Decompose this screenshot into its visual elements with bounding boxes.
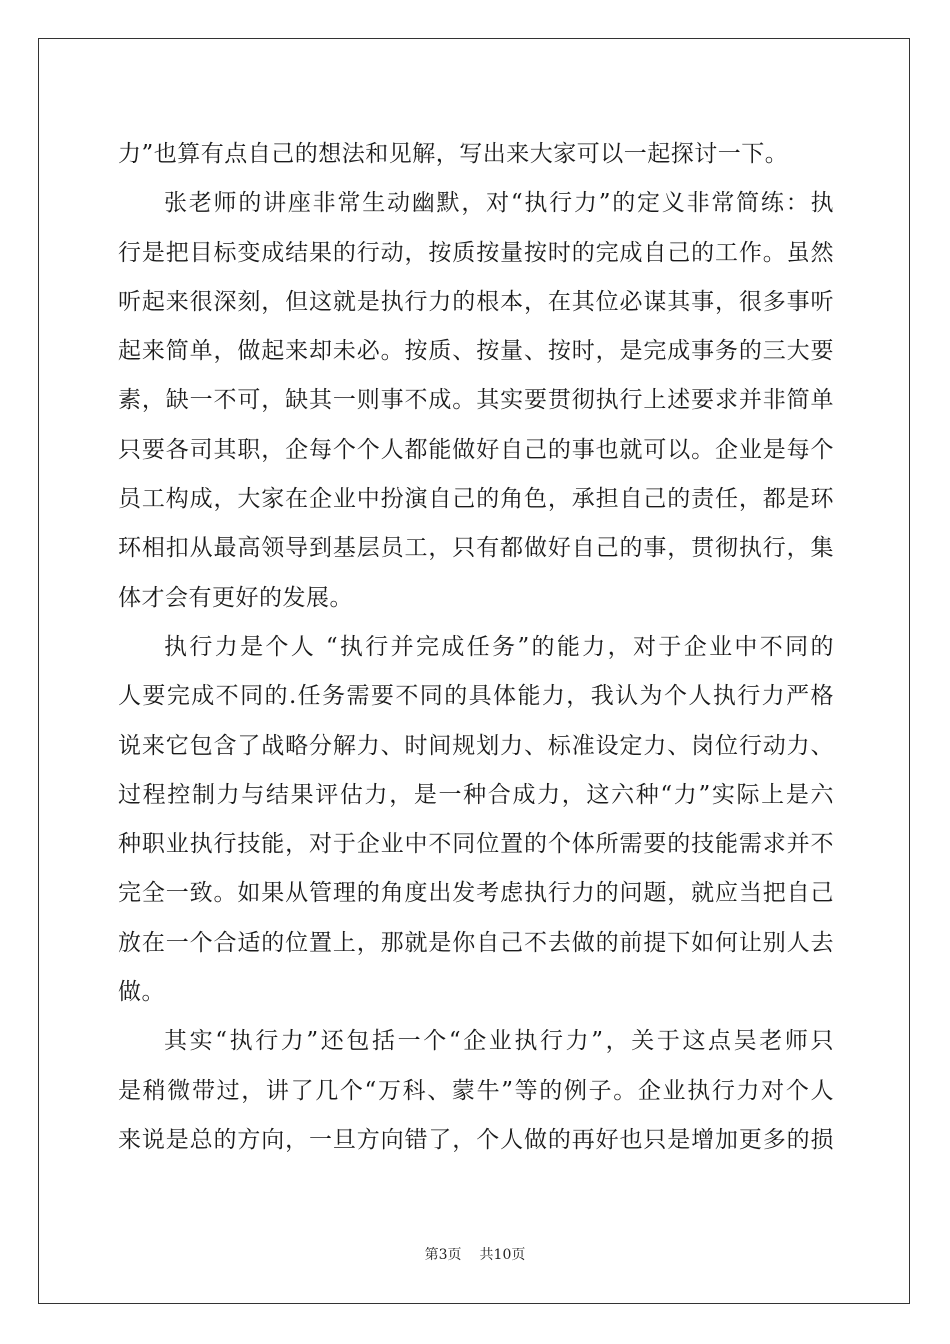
page-footer	[0, 1244, 950, 1264]
page-number: 第3页	[424, 1247, 462, 1263]
paragraph-4-line-2: 是稍微带过，讲了几个“万科、蒙牛”等的例子。企业执行力对个人	[118, 1077, 834, 1104]
paragraph-2-line-6: 只要各司其职，企每个个人都能做好自己的事也就可以。企业是每个	[118, 436, 834, 463]
paragraph-2-line-2: 行是把目标变成结果的行动，按质按量按时的完成自己的工作。虽然	[118, 239, 834, 266]
paragraph-3-line-8: 做。	[118, 979, 165, 1006]
paragraph-3-line-5: 种职业执行技能，对于企业中不同位置的个体所需要的技能需求并不	[118, 831, 834, 858]
paragraph-2-line-7: 员工构成，大家在企业中扮演自己的角色，承担自己的责任，都是环	[118, 486, 834, 513]
paragraph-4-line-1: 其实“执行力”还包括一个“企业执行力”，关于这点吴老师只	[164, 1028, 834, 1055]
paragraph-2-line-9: 体才会有更好的发展。	[118, 584, 353, 611]
document-body	[118, 130, 834, 1165]
page-total: 共10页	[479, 1247, 526, 1263]
paragraph-3-line-3: 说来它包含了战略分解力、时间规划力、标准设定力、岗位行动力、	[118, 732, 834, 759]
paragraph-3-line-7: 放在一个合适的位置上，那就是你自己不去做的前提下如何让别人去	[118, 929, 834, 956]
paragraph-3-line-4: 过程控制力与结果评估力，是一种合成力，这六种“力”实际上是六	[118, 781, 834, 808]
paragraph-4-line-3: 来说是总的方向，一旦方向错了，个人做的再好也只是增加更多的损	[118, 1126, 834, 1153]
paragraph-2-line-5: 素，缺一不可，缺其一则事不成。其实要贯彻执行上述要求并非简单	[118, 387, 834, 414]
paragraph-3-line-1: 执行力是个人 “执行并完成任务”的能力，对于企业中不同的	[164, 633, 834, 660]
paragraph-2-line-3: 听起来很深刻，但这就是执行力的根本，在其位必谋其事，很多事听	[118, 288, 834, 315]
paragraph-2-line-1: 张老师的讲座非常生动幽默，对“执行力”的定义非常简练：执	[164, 190, 834, 217]
paragraph-3-line-2: 人要完成不同的.任务需要不同的具体能力，我认为个人执行力严格	[118, 683, 834, 710]
paragraph-2-line-8: 环相扣从最高领导到基层员工，只有都做好自己的事，贯彻执行，集	[118, 535, 834, 562]
paragraph-3-line-6: 完全一致。如果从管理的角度出发考虑执行力的问题，就应当把自己	[118, 880, 834, 907]
paragraph-1-line-1: 力”也算有点自己的想法和见解，写出来大家可以一起探讨一下。	[118, 141, 789, 167]
paragraph-2-line-4: 起来简单，做起来却未必。按质、按量、按时，是完成事务的三大要	[118, 338, 834, 365]
